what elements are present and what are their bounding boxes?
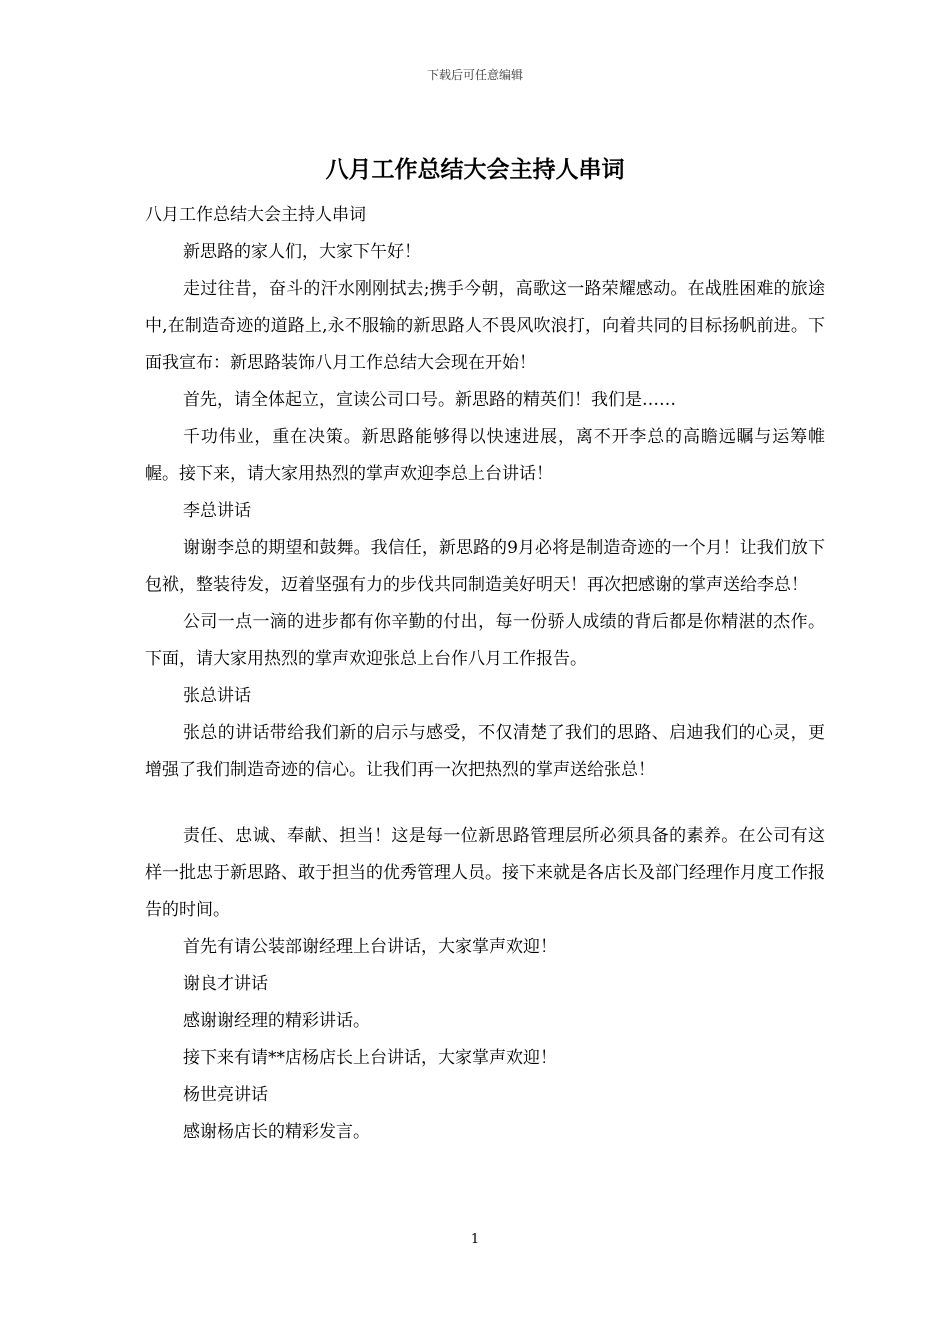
speaker-line: 谢良才讲话 <box>183 974 268 994</box>
speaker-line: 杨世亮讲话 <box>183 1085 268 1105</box>
paragraph: 新思路的家人们，大家下午好！ <box>183 242 421 262</box>
paragraph: 走过往昔，奋斗的汗水刚刚拭去;携手今朝，高歌这一路荣耀感动。在战胜困难的旅途中,在制造奇迹的道路上,永不服输的新思路人不畏风吹浪打，向着共同的目标扬帆前进。下面我宣布：新思路装饰八月工作总结大会现在开始！ <box>145 279 825 373</box>
paragraph: 首先有请公装部谢经理上台讲话，大家掌声欢迎！ <box>183 937 557 957</box>
subtitle-paragraph: 八月工作总结大会主持人串词 <box>145 205 366 225</box>
page-header: 下载后可任意编辑 <box>426 68 523 82</box>
paragraph: 公司一点一滴的进步都有你辛勤的付出，每一份骄人成绩的背后都是你精湛的杰作。下面，请大家用热烈的掌声欢迎张总上台作八月工作报告。 <box>145 612 825 669</box>
document-title: 八月工作总结大会主持人串词 <box>325 156 625 183</box>
paragraph: 张总的讲话带给我们新的启示与感受，不仅清楚了我们的思路、启迪我们的心灵，更增强了我们制造奇迹的信心。让我们再一次把热烈的掌声送给张总！ <box>145 723 825 780</box>
paragraph: 首先，请全体起立，宣读公司口号。新思路的精英们！我们是…… <box>183 390 676 410</box>
paragraph: 感谢谢经理的精彩讲话。 <box>183 1011 370 1031</box>
paragraph: 感谢杨店长的精彩发言。 <box>183 1122 370 1142</box>
page-number: 1 <box>470 1232 480 1247</box>
speaker-line: 张总讲话 <box>183 686 251 706</box>
speaker-line: 李总讲话 <box>183 501 251 521</box>
paragraph: 谢谢李总的期望和鼓舞。我信任，新思路的9月必将是制造奇迹的一个月！让我们放下包袱，整装待发，迈着坚强有力的步伐共同制造美好明天！再次把感谢的掌声送给李总！ <box>145 538 825 595</box>
document-body <box>145 197 825 1151</box>
paragraph: 责任、忠诚、奉献、担当！这是每一位新思路管理层所必须具备的素养。在公司有这样一批忠于新思路、敢于担当的优秀管理人员。接下来就是各店长及部门经理作月度工作报告的时间。 <box>145 826 825 920</box>
paragraph: 千功伟业，重在决策。新思路能够得以快速进展，离不开李总的高瞻远瞩与运筹帷幄。接下来，请大家用热烈的掌声欢迎李总上台讲话！ <box>145 427 825 484</box>
paragraph: 接下来有请**店杨店长上台讲话，大家掌声欢迎！ <box>183 1048 557 1068</box>
